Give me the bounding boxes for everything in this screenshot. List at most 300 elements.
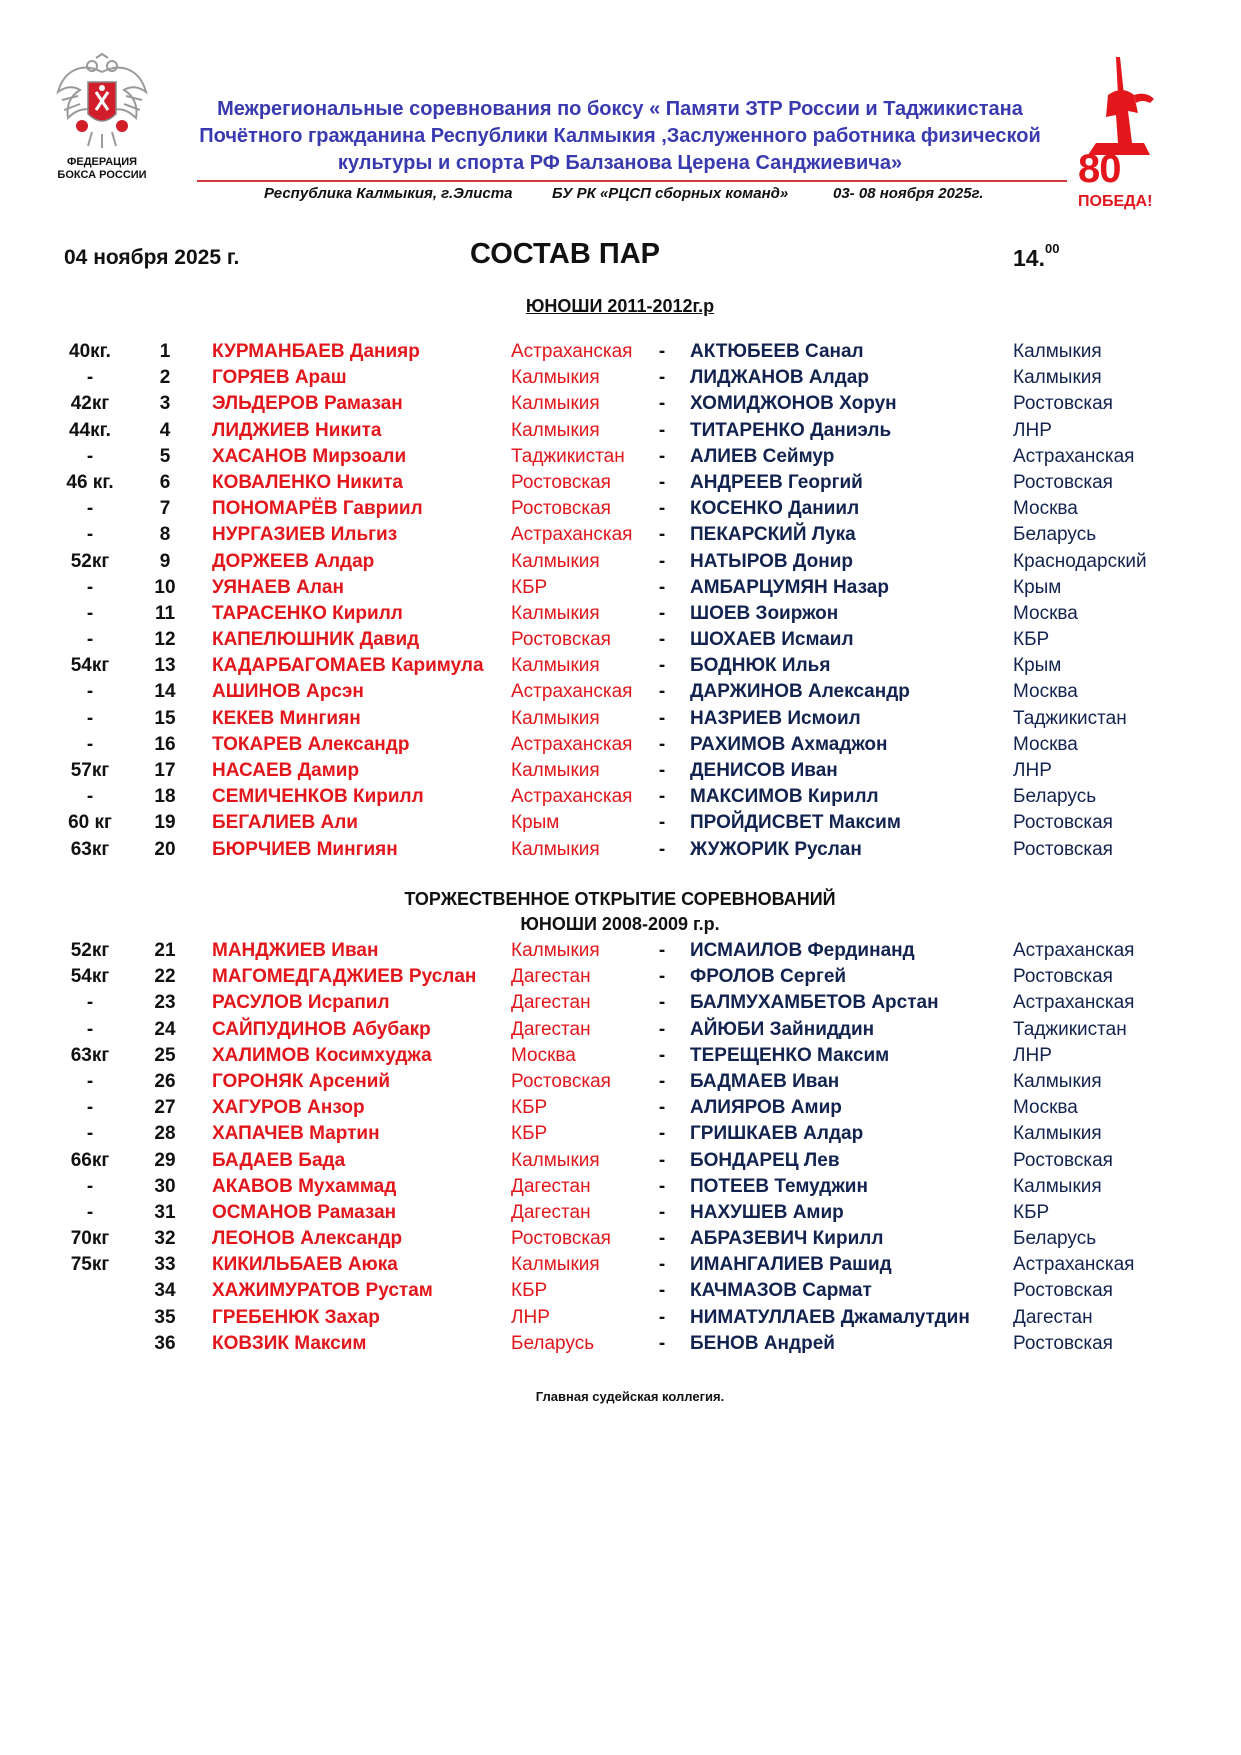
red-corner-region: Калмыкия	[511, 393, 600, 415]
versus-dash: -	[658, 1097, 666, 1119]
red-corner-region: Калмыкия	[511, 655, 600, 677]
table-row	[0, 627, 1241, 653]
red-corner-boxer: БЮРЧИЕВ Мингиян	[212, 838, 398, 860]
blue-corner-region: Астраханская	[1013, 445, 1135, 467]
bout-number: 4	[159, 419, 171, 441]
blue-corner-boxer: ТИТАРЕНКО Даниэль	[690, 419, 892, 441]
red-corner-region: Калмыкия	[511, 760, 600, 781]
versus-dash: -	[658, 445, 666, 467]
red-corner-boxer: КОВАЛЕНКО Никита	[212, 471, 403, 493]
bout-number: 36	[154, 1332, 176, 1354]
red-corner-boxer: АКАВОВ Мухаммад	[212, 1175, 397, 1197]
red-corner-region: Калмыкия	[511, 550, 600, 572]
blue-corner-region: Крым	[1013, 576, 1062, 598]
weight-class: -	[86, 1070, 94, 1092]
section-heading	[300, 887, 940, 937]
red-corner-region: Калмыкия	[511, 838, 600, 860]
blue-corner-boxer: ДЕНИСОВ Иван	[690, 760, 838, 781]
blue-corner-boxer: ПЕКАРСКИЙ Лука	[690, 524, 856, 546]
table-row	[0, 732, 1241, 758]
red-corner-region: КБР	[511, 1097, 548, 1119]
blue-corner-boxer: ИСМАИЛОВ Фердинанд	[690, 940, 915, 961]
table-row	[0, 1200, 1241, 1226]
table-row	[0, 1305, 1241, 1331]
blue-corner-region: ЛНР	[1013, 419, 1052, 441]
red-corner-region: Калмыкия	[511, 940, 600, 961]
weight-class: 52кг	[70, 550, 110, 572]
bout-number: 32	[154, 1228, 176, 1250]
weight-class: -	[86, 524, 94, 546]
versus-dash: -	[658, 681, 666, 703]
blue-corner-region: Беларусь	[1013, 1228, 1097, 1250]
weight-class: 40кг.	[69, 341, 111, 362]
table-row	[0, 1043, 1241, 1069]
red-corner-boxer: ЛИДЖИЕВ Никита	[212, 419, 382, 441]
blue-corner-region: Калмыкия	[1013, 1175, 1102, 1197]
section-heading	[300, 294, 940, 319]
bout-number: 11	[154, 602, 176, 624]
blue-corner-boxer: БАЛМУХАМБЕТОВ Арстан	[690, 992, 939, 1014]
blue-corner-region: Ростовская	[1013, 1149, 1113, 1171]
red-corner-region: КБР	[511, 1123, 548, 1145]
table-row	[0, 1121, 1241, 1147]
federation-logo	[52, 52, 152, 197]
red-corner-boxer: НАСАЕВ Дамир	[212, 760, 360, 781]
blue-corner-region: Таджикистан	[1013, 707, 1127, 729]
versus-dash: -	[658, 655, 666, 677]
versus-dash: -	[658, 1201, 666, 1223]
blue-corner-boxer: НАТЫРОВ Донир	[690, 550, 854, 572]
red-corner-boxer: ГРЕБЕНЮК Захар	[212, 1306, 380, 1328]
red-corner-region: Калмыкия	[511, 1254, 600, 1276]
weight-class: -	[86, 992, 94, 1014]
versus-dash: -	[658, 341, 666, 362]
red-corner-region: Астраханская	[511, 341, 633, 362]
red-corner-boxer: УЯНАЕВ Алан	[212, 576, 344, 598]
red-corner-boxer: ЛЕОНОВ Александр	[212, 1228, 403, 1250]
blue-corner-region: Ростовская	[1013, 1332, 1113, 1354]
table-row	[0, 653, 1241, 679]
weight-class: -	[86, 445, 94, 467]
blue-corner-boxer: МАКСИМОВ Кирилл	[690, 786, 879, 808]
red-corner-region: Ростовская	[511, 498, 611, 520]
red-corner-region: Дагестан	[511, 1201, 591, 1223]
weight-class: -	[86, 1018, 94, 1040]
blue-corner-region: Таджикистан	[1013, 1018, 1127, 1040]
bout-number: 10	[154, 576, 176, 598]
versus-dash: -	[658, 760, 666, 781]
bout-date: 04 ноября 2025 г.	[64, 246, 240, 269]
bout-number: 31	[154, 1201, 176, 1223]
title-line: культуры и спорта РФ Балзанова Церена Санджиевича»	[337, 152, 903, 174]
red-corner-region: Астраханская	[511, 786, 633, 808]
red-corner-boxer: АШИНОВ Арсэн	[212, 681, 364, 703]
red-corner-boxer: МАГОМЕДГАДЖИЕВ Руслан	[212, 966, 477, 988]
table-row	[0, 1017, 1241, 1043]
versus-dash: -	[658, 1070, 666, 1092]
red-corner-boxer: БАДАЕВ Бада	[212, 1149, 346, 1171]
versus-dash: -	[658, 1228, 666, 1250]
versus-dash: -	[658, 786, 666, 808]
bout-number: 8	[159, 524, 171, 546]
blue-corner-region: Москва	[1013, 1097, 1078, 1119]
red-corner-region: Калмыкия	[511, 419, 600, 441]
opening-ceremony-heading: ТОРЖЕСТВЕННОЕ ОТКРЫТИЕ СОРЕВНОВАНИЙ	[404, 889, 836, 909]
bout-number: 34	[154, 1280, 176, 1302]
versus-dash: -	[658, 940, 666, 961]
blue-corner-boxer: ФРОЛОВ Сергей	[690, 966, 847, 988]
versus-dash: -	[658, 812, 666, 834]
red-corner-region: Дагестан	[511, 992, 591, 1014]
weight-class: 52кг	[70, 940, 110, 961]
red-corner-boxer: ТАРАСЕНКО Кирилл	[212, 602, 403, 624]
table-row	[0, 418, 1241, 444]
versus-dash: -	[658, 1254, 666, 1276]
blue-corner-region: Калмыкия	[1013, 341, 1102, 362]
bout-number: 19	[154, 812, 176, 834]
blue-corner-boxer: РАХИМОВ Ахмаджон	[690, 733, 888, 755]
blue-corner-boxer: КАЧМАЗОВ Сармат	[690, 1280, 872, 1302]
start-time-hours: 14.	[1013, 245, 1045, 271]
competition-dates: 03- 08 ноября 2025г.	[833, 185, 984, 202]
table-row	[0, 964, 1241, 990]
versus-dash: -	[658, 1280, 666, 1302]
red-corner-region: КБР	[511, 576, 548, 598]
anniversary-number: 80	[1078, 147, 1121, 191]
bout-number: 13	[154, 655, 176, 677]
bout-number: 9	[159, 550, 171, 572]
red-corner-region: Ростовская	[511, 629, 611, 651]
bout-number: 6	[159, 471, 171, 493]
bout-number: 26	[154, 1070, 176, 1092]
blue-corner-boxer: ТЕРЕЩЕНКО Максим	[690, 1044, 890, 1066]
red-corner-boxer: ХАЛИМОВ Косимхуджа	[212, 1044, 432, 1066]
red-corner-boxer: ОСМАНОВ Рамазан	[212, 1201, 397, 1223]
weight-class: 46 кг.	[66, 471, 114, 493]
blue-corner-region: Калмыкия	[1013, 1070, 1102, 1092]
weight-class: -	[86, 1097, 94, 1119]
blue-corner-boxer: БОНДАРЕЦ Лев	[690, 1149, 840, 1171]
red-corner-region: Ростовская	[511, 471, 611, 493]
table-row	[0, 784, 1241, 810]
weight-class: -	[86, 367, 94, 389]
blue-corner-boxer: АМБАРЦУМЯН Назар	[690, 576, 889, 598]
blue-corner-region: Москва	[1013, 602, 1078, 624]
table-row	[0, 990, 1241, 1016]
weight-class: -	[86, 602, 94, 624]
weight-class: -	[86, 1201, 94, 1223]
weight-class: 54кг	[70, 966, 110, 988]
blue-corner-region: Астраханская	[1013, 1254, 1135, 1276]
blue-corner-region: Дагестан	[1013, 1306, 1093, 1328]
red-corner-region: Беларусь	[511, 1332, 595, 1354]
location: Республика Калмыкия, г.Элиста	[264, 185, 513, 202]
bout-number: 28	[154, 1123, 176, 1145]
page-title: СОСТАВ ПАР	[470, 238, 660, 270]
blue-corner-boxer: НАЗРИЕВ Исмоил	[690, 707, 861, 729]
blue-corner-region: Ростовская	[1013, 1280, 1113, 1302]
table-row	[0, 339, 1241, 365]
blue-corner-boxer: АЛИЯРОВ Амир	[690, 1097, 842, 1119]
start-time	[1013, 241, 1060, 272]
table-row	[0, 601, 1241, 627]
red-corner-region: Дагестан	[511, 1018, 591, 1040]
blue-corner-boxer: НИМАТУЛЛАЕВ Джамалутдин	[690, 1306, 970, 1328]
bout-number: 5	[159, 445, 171, 467]
versus-dash: -	[658, 524, 666, 546]
table-row	[0, 522, 1241, 548]
blue-corner-boxer: БАДМАЕВ Иван	[690, 1070, 840, 1092]
table-row	[0, 549, 1241, 575]
bout-number: 15	[154, 707, 176, 729]
start-time-minutes: 00	[1044, 241, 1060, 256]
red-corner-region: КБР	[511, 1280, 548, 1302]
bout-number: 7	[159, 498, 171, 520]
table-row	[0, 365, 1241, 391]
blue-corner-boxer: АБРАЗЕВИЧ Кирилл	[690, 1228, 884, 1250]
blue-corner-region: КБР	[1013, 629, 1050, 651]
table-row	[0, 1278, 1241, 1304]
table-row	[0, 1069, 1241, 1095]
red-corner-region: Таджикистан	[511, 445, 625, 467]
versus-dash: -	[658, 838, 666, 860]
red-corner-region: Астраханская	[511, 733, 633, 755]
table-row	[0, 706, 1241, 732]
red-corner-boxer: БЕГАЛИЕВ Али	[212, 812, 358, 834]
weight-class: 70кг	[70, 1228, 110, 1250]
red-corner-region: Калмыкия	[511, 707, 600, 729]
competition-title	[180, 96, 1060, 177]
versus-dash: -	[658, 966, 666, 988]
bout-number: 23	[154, 992, 176, 1014]
weight-class: -	[86, 786, 94, 808]
versus-dash: -	[658, 1175, 666, 1197]
federation-name-line2: БОКСА РОССИИ	[57, 169, 147, 181]
versus-dash: -	[658, 992, 666, 1014]
red-corner-region: Дагестан	[511, 966, 591, 988]
blue-corner-region: Беларусь	[1013, 524, 1097, 546]
red-corner-boxer: КАДАРБАГОМАЕВ Каримула	[212, 655, 484, 677]
weight-class: 63кг	[70, 838, 110, 860]
blue-corner-boxer: ЛИДЖАНОВ Алдар	[690, 367, 869, 389]
red-corner-region: Калмыкия	[511, 367, 600, 389]
age-group-heading: ЮНОШИ 2008-2009 г.р.	[520, 914, 720, 934]
table-row	[0, 679, 1241, 705]
versus-dash: -	[658, 550, 666, 572]
red-corner-boxer: КОВЗИК Максим	[212, 1332, 367, 1354]
red-corner-region: Крым	[511, 812, 560, 834]
bout-number: 22	[154, 966, 176, 988]
table-row	[0, 1095, 1241, 1121]
red-corner-boxer: ХАГУРОВ Анзор	[212, 1097, 365, 1119]
weight-class: 60 кг	[68, 812, 112, 834]
versus-dash: -	[658, 1123, 666, 1145]
versus-dash: -	[658, 419, 666, 441]
weight-class: 57кг	[70, 760, 110, 781]
weight-class: -	[86, 733, 94, 755]
blue-corner-region: Москва	[1013, 733, 1078, 755]
blue-corner-boxer: ШОЕВ Зоиржон	[690, 602, 839, 624]
eagle-emblem-icon	[52, 52, 152, 152]
weight-class: -	[86, 681, 94, 703]
versus-dash: -	[658, 498, 666, 520]
weight-class: -	[86, 498, 94, 520]
red-corner-boxer: КУРМАНБАЕВ Данияр	[212, 341, 420, 362]
blue-corner-boxer: ДАРЖИНОВ Александр	[690, 681, 910, 703]
red-corner-boxer: ДОРЖЕЕВ Алдар	[212, 550, 375, 572]
age-group-heading: ЮНОШИ 2011-2012г.р	[525, 296, 715, 316]
red-corner-region: Калмыкия	[511, 602, 600, 624]
bout-number: 21	[154, 940, 176, 961]
red-corner-region: Калмыкия	[511, 1149, 600, 1171]
versus-dash: -	[658, 367, 666, 389]
blue-corner-boxer: ШОХАЕВ Исмаил	[690, 629, 854, 651]
table-row	[0, 1331, 1241, 1357]
versus-dash: -	[658, 629, 666, 651]
blue-corner-region: Беларусь	[1013, 786, 1097, 808]
red-corner-boxer: КИКИЛЬБАЕВ Аюка	[212, 1254, 398, 1276]
bout-number: 1	[159, 341, 171, 362]
table-row	[0, 1174, 1241, 1200]
red-corner-boxer: НУРГАЗИЕВ Ильгиз	[212, 524, 398, 546]
blue-corner-region: Ростовская	[1013, 812, 1113, 834]
table-row	[0, 758, 1241, 784]
weight-class: 75кг	[70, 1254, 110, 1276]
red-corner-region: Ростовская	[511, 1070, 611, 1092]
red-corner-boxer: РАСУЛОВ Исрапил	[212, 992, 390, 1014]
blue-corner-region: Калмыкия	[1013, 367, 1102, 389]
blue-corner-boxer: АЙЮБИ Зайниддин	[690, 1018, 875, 1040]
chief-judges-signature: Главная судейская коллегия.	[535, 1389, 725, 1404]
table-row	[0, 1148, 1241, 1174]
red-corner-boxer: КАПЕЛЮШНИК Давид	[212, 629, 420, 651]
bout-number: 29	[154, 1149, 176, 1171]
table-row	[0, 810, 1241, 836]
pairs-table-juniors-2011-2012	[0, 339, 1241, 863]
blue-corner-region: Ростовская	[1013, 838, 1113, 860]
pairs-table-juniors-2008-2009	[0, 938, 1241, 1357]
header-divider	[197, 180, 1067, 182]
bout-number: 16	[154, 733, 176, 755]
red-corner-region: Астраханская	[511, 524, 633, 546]
versus-dash: -	[658, 393, 666, 415]
versus-dash: -	[658, 602, 666, 624]
weight-class: 42кг	[70, 393, 110, 415]
anniversary-label: ПОБЕДА!	[1078, 193, 1153, 210]
blue-corner-region: Ростовская	[1013, 393, 1113, 415]
weight-class: -	[86, 1123, 94, 1145]
venue: БУ РК «РЦСП сборных команд»	[552, 185, 789, 202]
red-corner-boxer: ХАЖИМУРАТОВ Рустам	[212, 1280, 433, 1302]
table-row	[0, 444, 1241, 470]
blue-corner-region: Москва	[1013, 498, 1078, 520]
blue-corner-boxer: БОДНЮК Илья	[690, 655, 831, 677]
red-corner-boxer: САЙПУДИНОВ Абубакр	[212, 1018, 431, 1040]
bout-number: 3	[159, 393, 171, 415]
weight-class: 63кг	[70, 1044, 110, 1066]
weight-class: 66кг	[70, 1149, 110, 1171]
table-row	[0, 496, 1241, 522]
bout-number: 18	[154, 786, 176, 808]
bout-number: 25	[154, 1044, 176, 1066]
blue-corner-boxer: НАХУШЕВ Амир	[690, 1201, 844, 1223]
blue-corner-boxer: КОСЕНКО Даниил	[690, 498, 860, 520]
blue-corner-region: Ростовская	[1013, 966, 1113, 988]
table-row	[0, 938, 1241, 964]
blue-corner-boxer: БЕНОВ Андрей	[690, 1332, 835, 1354]
title-line: Межрегиональные соревнования по боксу « Памяти ЗТР России и Таджикистана	[217, 98, 1023, 120]
versus-dash: -	[658, 707, 666, 729]
weight-class: -	[86, 707, 94, 729]
victory-80-logo	[1078, 55, 1160, 215]
bout-number: 12	[154, 629, 176, 651]
blue-corner-boxer: АКТЮБЕЕВ Санал	[690, 341, 864, 362]
bout-number: 30	[154, 1175, 176, 1197]
blue-corner-boxer: ГРИШКАЕВ Алдар	[690, 1123, 864, 1145]
weight-class: -	[86, 576, 94, 598]
table-row	[0, 470, 1241, 496]
versus-dash: -	[658, 576, 666, 598]
blue-corner-region: ЛНР	[1013, 760, 1052, 781]
motherland-statue-icon	[1078, 55, 1160, 155]
table-row	[0, 1252, 1241, 1278]
blue-corner-region: Москва	[1013, 681, 1078, 703]
versus-dash: -	[658, 1149, 666, 1171]
red-corner-region: Ростовская	[511, 1228, 611, 1250]
blue-corner-boxer: ИМАНГАЛИЕВ Рашид	[690, 1254, 892, 1276]
red-corner-region: ЛНР	[511, 1306, 550, 1328]
weight-class: -	[86, 1175, 94, 1197]
bout-number: 33	[154, 1254, 176, 1276]
versus-dash: -	[658, 733, 666, 755]
versus-dash: -	[658, 1306, 666, 1328]
weight-class: 54кг	[70, 655, 110, 677]
versus-dash: -	[658, 1044, 666, 1066]
weight-class: 44кг.	[69, 419, 111, 441]
red-corner-boxer: МАНДЖИЕВ Иван	[212, 940, 379, 961]
weight-class: -	[86, 629, 94, 651]
red-corner-boxer: ГОРЯЕВ Араш	[212, 367, 347, 389]
red-corner-boxer: СЕМИЧЕНКОВ Кирилл	[212, 786, 424, 808]
blue-corner-boxer: ХОМИДЖОНОВ Хорун	[690, 393, 897, 415]
blue-corner-region: Астраханская	[1013, 940, 1135, 961]
red-corner-boxer: ГОРОНЯК Арсений	[212, 1070, 391, 1092]
federation-name-line1: ФЕДЕРАЦИЯ	[66, 156, 138, 168]
table-row	[0, 575, 1241, 601]
blue-corner-boxer: ПРОЙДИСВЕТ Максим	[690, 812, 901, 834]
title-line: Почётного гражданина Республики Калмыкия ,Заслуженного работника физической	[199, 125, 1041, 147]
blue-corner-boxer: ПОТЕЕВ Темуджин	[690, 1175, 868, 1197]
bout-number: 17	[154, 760, 176, 781]
bout-number: 27	[154, 1097, 176, 1119]
blue-corner-boxer: АНДРЕЕВ Георгий	[690, 471, 863, 493]
versus-dash: -	[658, 1332, 666, 1354]
blue-corner-region: Краснодарский	[1013, 550, 1147, 572]
blue-corner-boxer: АЛИЕВ Сеймур	[690, 445, 835, 467]
red-corner-region: Дагестан	[511, 1175, 591, 1197]
table-row	[0, 391, 1241, 417]
bout-number: 20	[154, 838, 176, 860]
bout-number: 2	[159, 367, 171, 389]
red-corner-region: Астраханская	[511, 681, 633, 703]
table-row	[0, 837, 1241, 863]
versus-dash: -	[658, 471, 666, 493]
red-corner-boxer: ЭЛЬДЕРОВ Рамазан	[212, 393, 403, 415]
blue-corner-region: Астраханская	[1013, 992, 1135, 1014]
red-corner-boxer: КЕКЕВ Мингиян	[212, 707, 361, 729]
blue-corner-region: Крым	[1013, 655, 1062, 677]
blue-corner-region: Калмыкия	[1013, 1123, 1102, 1145]
